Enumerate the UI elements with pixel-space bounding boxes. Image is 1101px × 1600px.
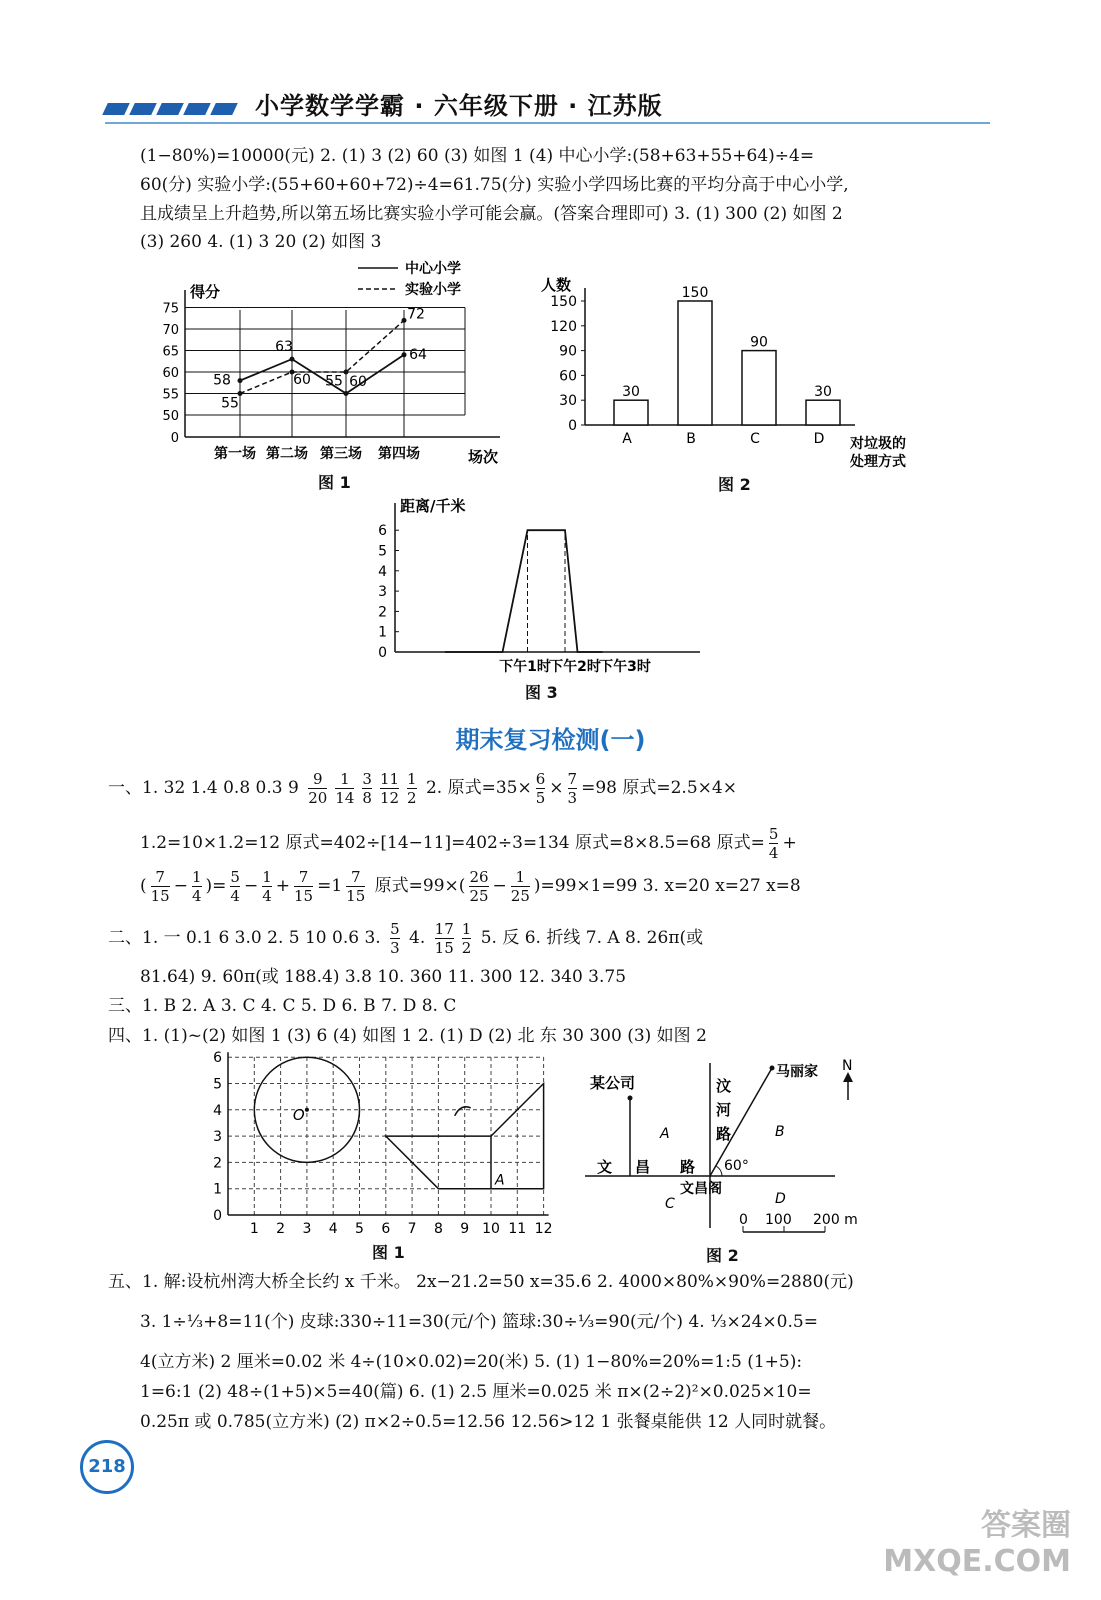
x-axis-label: 场次 <box>468 448 499 466</box>
x-tick-label: 4 <box>328 1221 338 1237</box>
y-tick-label: 5 <box>213 1076 222 1093</box>
y-tick-label: 3 <box>378 584 387 601</box>
y-tick-label: 4 <box>378 563 387 580</box>
fraction: $\frac{1}{14}$ <box>335 770 355 807</box>
y-tick-label: 1 <box>378 624 387 641</box>
answer-line: (1−80%)=10000(元) 2. (1) 3 (2) 60 (3) 如图 1 (4) 中心小学:(58+63+55+64)÷4= <box>140 146 815 166</box>
x-tick-label: 下午1时 <box>499 659 551 675</box>
watermark: 答案圈 MXQE.COM <box>883 1508 1071 1579</box>
answer-line: (3) 260 4. (1) 3 20 (2) 如图 3 <box>140 232 382 252</box>
data-point <box>402 318 407 323</box>
map-figure-2 <box>585 1058 885 1243</box>
x-tick-label: 第一场 <box>214 446 256 462</box>
bar-value-label: 30 <box>814 384 832 401</box>
y-tick-label: 3 <box>213 1129 222 1146</box>
scale-label: 0 <box>739 1212 748 1228</box>
answer-line: 且成绩呈上升趋势,所以第五场比赛实验小学可能会赢。(答案合理即可) 3. (1) 300 (2) 如图 2 <box>140 204 843 224</box>
point-label: A <box>495 1172 505 1189</box>
bar-value-label: 90 <box>750 334 768 351</box>
grid-figure-1-caption: 图 1 <box>372 1243 405 1262</box>
answer-line-8: 五、1. 解:设杭州湾大桥全长约 x 千米。 2x−21.2=50 x=35.6 2. 4000×80%×90%=2880(元) <box>108 1272 854 1292</box>
header-decoration <box>105 100 245 114</box>
data-label: 64 <box>409 346 427 363</box>
fraction: $\frac{5}{4}$ <box>230 868 240 905</box>
home-point <box>770 1066 775 1071</box>
y-tick-label: 70 <box>162 323 179 338</box>
data-point <box>344 391 349 396</box>
series-line-shiyan <box>240 320 404 393</box>
y-tick-label: 0 <box>378 645 387 661</box>
bar <box>806 400 840 425</box>
legend-label: 实验小学 <box>405 282 461 298</box>
y-tick-label: 90 <box>559 343 577 360</box>
y-axis-label: 人数 <box>541 276 572 294</box>
center-point <box>305 1108 309 1112</box>
road-v-label: 河 <box>716 1101 732 1119</box>
answer-line-5: 81.64) 9. 60π(或 188.4) 3.8 10. 360 11. 300 12. 340 3.75 <box>140 967 627 987</box>
x-tick-label: B <box>686 431 696 447</box>
fraction: $\frac{7}{15}$ <box>346 868 366 905</box>
answer-line-4: 二、1. 一 0.1 6 3.0 2. 5 10 0.6 3. $\frac{5}{3}$ 4. $\frac{17}{15}$ $\frac{1}{2}$ 5. 反 6. 折线 7. A 8. 26π(或 <box>108 920 704 957</box>
x-tick-label: 第四场 <box>378 446 420 462</box>
y-tick-label: 4 <box>213 1102 222 1119</box>
road-h-label: 路 <box>680 1158 696 1176</box>
angle-arc <box>716 1166 722 1176</box>
y-tick-label: 0 <box>213 1208 222 1224</box>
figure-1-caption: 图 1 <box>318 473 351 492</box>
y-tick-label: 2 <box>213 1155 222 1172</box>
scale-label: 200 m <box>813 1212 858 1228</box>
road-v-label: 汶 <box>716 1077 732 1095</box>
fraction: $\frac{6}{5}$ <box>535 770 546 807</box>
fraction: $\frac{1}{2}$ <box>407 770 417 807</box>
answer-line-11: 1=6:1 (2) 48÷(1+5)×5=40(篇) 6. (1) 2.5 厘米=0.025 米 π×(2÷2)²×0.025×10= <box>140 1382 812 1402</box>
road-h-label: 昌 <box>635 1158 651 1176</box>
data-point <box>238 378 243 383</box>
fraction: $\frac{3}{8}$ <box>362 770 372 807</box>
data-label: 55 <box>325 373 343 390</box>
answer-line-10: 4(立方米) 2 厘米=0.02 米 4÷(10×0.02)=20(米) 5. (1) 1−80%=20%=1:5 (1+5): <box>140 1352 803 1372</box>
x-tick-label: 第二场 <box>266 446 308 462</box>
rotation-arrow <box>455 1107 471 1116</box>
answer-line-12: 0.25π 或 0.785(立方米) (2) π×2÷0.5=12.56 12.56>12 1 张餐桌能供 12 人同时就餐。 <box>140 1412 837 1432</box>
pavilion-label: 文昌阁 <box>680 1181 722 1197</box>
x-tick-label: 下午3时 <box>599 659 651 675</box>
center-label: O <box>292 1105 305 1124</box>
page-number: 218 <box>80 1440 134 1494</box>
bar <box>742 351 776 425</box>
x-tick-label: 2 <box>276 1221 286 1237</box>
section-title: 期末复习检测(一) <box>455 726 646 754</box>
data-label: 72 <box>407 306 425 323</box>
x-tick-label: C <box>750 431 760 447</box>
x-tick-label: 下午2时 <box>549 659 601 675</box>
home-label: 马丽家 <box>776 1064 818 1080</box>
region-label: D <box>775 1191 786 1207</box>
x-tick-label: 3 <box>302 1221 312 1237</box>
fraction: $\frac{7}{15}$ <box>150 868 170 905</box>
x-tick-label: 10 <box>482 1221 500 1237</box>
fraction: $\frac{9}{20}$ <box>308 770 328 807</box>
header-rule <box>105 122 990 124</box>
y-tick-label: 75 <box>162 301 179 317</box>
figure-2-caption: 图 2 <box>718 475 751 494</box>
fraction: $\frac{5}{3}$ <box>390 920 400 957</box>
x-tick-label: 第三场 <box>320 446 362 462</box>
x-tick-label: 11 <box>508 1221 527 1237</box>
company-label: 某公司 <box>590 1074 636 1092</box>
x-tick-label: 1 <box>249 1221 259 1237</box>
fraction: $\frac{17}{15}$ <box>434 920 454 957</box>
distance-line <box>445 530 603 652</box>
x-axis-label: 对垃圾的 <box>850 436 906 452</box>
bar <box>614 400 648 425</box>
fraction: $\frac{1}{4}$ <box>262 868 272 905</box>
fraction: $\frac{1}{25}$ <box>510 868 530 905</box>
y-tick-label: 50 <box>162 409 179 424</box>
data-label: 60 <box>349 374 367 390</box>
figure-3-distance-chart <box>360 495 710 680</box>
region-label: A <box>660 1126 670 1142</box>
fraction: $\frac{7}{3}$ <box>567 770 578 807</box>
x-tick-label: 9 <box>460 1221 470 1237</box>
y-tick-label: 60 <box>559 368 577 385</box>
y-tick-label: 5 <box>378 543 387 560</box>
y-tick-label: 6 <box>378 523 387 540</box>
company-point <box>628 1096 633 1101</box>
data-point <box>344 370 349 375</box>
angle-label: 60° <box>724 1158 749 1174</box>
y-axis-label: 距离/千米 <box>400 497 466 515</box>
answer-line-9: 3. 1÷⅓+8=11(个) 皮球:330÷11=30(元/个) 篮球:30÷⅓=90(元/个) 4. ⅓×24×0.5= <box>140 1312 818 1332</box>
scale-label: 100 <box>765 1212 792 1228</box>
y-tick-label: 150 <box>550 294 577 310</box>
north-label: N <box>842 1058 853 1074</box>
x-tick-label: 8 <box>433 1221 443 1237</box>
legend-label: 中心小学 <box>405 261 461 277</box>
x-tick-label: 7 <box>407 1221 417 1237</box>
fraction: $\frac{5}{4}$ <box>768 825 779 862</box>
y-tick-label: 6 <box>213 1050 222 1067</box>
figure-2-bar-chart <box>535 270 935 475</box>
x-tick-label: 5 <box>355 1221 364 1237</box>
x-axis-label: 处理方式 <box>850 454 906 470</box>
map-figure-2-caption: 图 2 <box>706 1246 739 1265</box>
y-tick-label: 0 <box>170 431 179 446</box>
bar <box>678 301 712 425</box>
data-label: 63 <box>275 339 293 356</box>
y-tick-label: 1 <box>213 1181 222 1198</box>
fraction: $\frac{26}{25}$ <box>469 868 489 905</box>
answer-line: 60(分) 实验小学:(55+60+60+72)÷4=61.75(分) 实验小学四场比赛的平均分高于中心小学, <box>140 175 849 195</box>
fraction: $\frac{11}{12}$ <box>379 770 400 807</box>
grid-figure-1 <box>210 1050 555 1245</box>
x-tick-label: A <box>622 431 632 447</box>
region-label: C <box>665 1196 675 1212</box>
answer-line-1: 一、1. 32 1.4 0.8 0.3 9 $\frac{9}{20}$ $\frac{1}{14}$ $\frac{3}{8}$ $\frac{11}{12}$ $\frac{1}{2}$ 2. 原式=35× $\frac{6}{5}$ × $\frac{7}{3}$ =98 原式=2.5×4× <box>108 770 737 807</box>
answer-line-7: 四、1. (1)~(2) 如图 1 (3) 6 (4) 如图 1 2. (1) D (2) 北 东 30 300 (3) 如图 2 <box>108 1026 707 1046</box>
bar-value-label: 150 <box>681 285 709 301</box>
page-header-title: 小学数学学霸 · 六年级下册 · 江苏版 <box>255 92 663 120</box>
data-label: 55 <box>221 395 239 412</box>
data-point <box>290 357 295 362</box>
fraction: $\frac{7}{15}$ <box>294 868 314 905</box>
y-axis-label: 得分 <box>190 283 221 301</box>
y-tick-label: 55 <box>162 387 179 403</box>
x-tick-label: 6 <box>381 1221 391 1237</box>
answer-line-2: 1.2=10×1.2=12 原式=402÷[14−11]=402÷3=134 原式=8×8.5=68 原式= $\frac{5}{4}$ + <box>140 825 797 862</box>
data-point <box>402 352 407 357</box>
data-label: 60 <box>293 372 311 388</box>
x-tick-label: 12 <box>534 1221 553 1237</box>
y-tick-label: 30 <box>559 393 577 410</box>
figure-1-line-chart <box>150 255 510 485</box>
y-tick-label: 2 <box>378 604 387 621</box>
figure-3-caption: 图 3 <box>525 683 558 702</box>
road-h-label: 文 <box>597 1158 613 1176</box>
road-v-label: 路 <box>716 1125 732 1143</box>
fraction: $\frac{1}{2}$ <box>461 920 472 957</box>
answer-line-6: 三、1. B 2. A 3. C 4. C 5. D 6. B 7. D 8. C <box>108 996 457 1016</box>
answer-line-3: ( $\frac{7}{15}$ − $\frac{1}{4}$ )= $\frac{5}{4}$ − $\frac{1}{4}$ + $\frac{7}{15}$ =1 $\frac{7}{15}$ 原式=99×( $\frac{26}{25}$ − $\frac{1}{25}$ )=99×1=99 3. x=20 x=27 x=8 <box>140 868 801 905</box>
x-tick-label: D <box>813 431 825 447</box>
series-line-zhongxin <box>240 355 404 394</box>
fraction: $\frac{1}{4}$ <box>191 868 202 905</box>
y-tick-label: 0 <box>568 418 577 434</box>
data-label: 58 <box>213 372 231 389</box>
y-tick-label: 65 <box>162 344 179 360</box>
bar-value-label: 30 <box>622 384 640 401</box>
region-label: B <box>775 1124 785 1140</box>
y-tick-label: 60 <box>162 366 179 381</box>
y-tick-label: 120 <box>550 318 577 335</box>
